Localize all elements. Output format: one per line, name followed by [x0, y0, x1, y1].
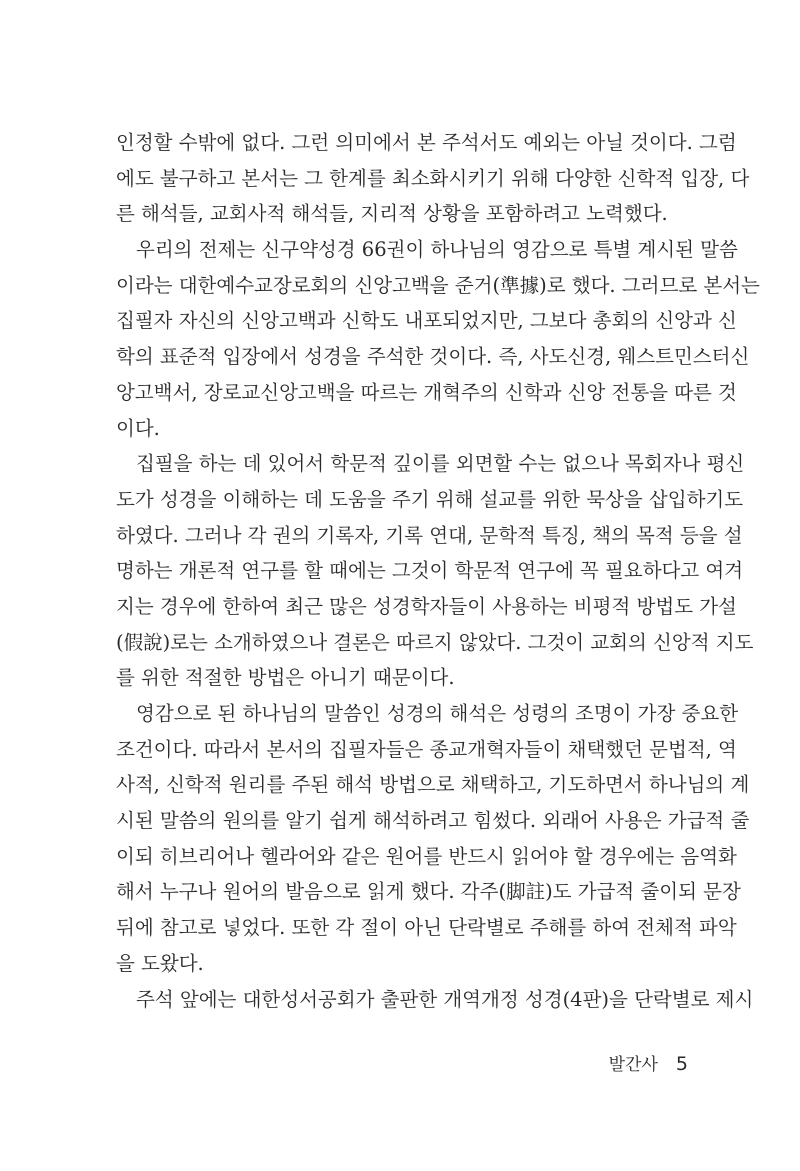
- text-line: 이다.: [116, 416, 160, 440]
- text-line: 이라는 대한예수교장로회의 신앙고백을 준거(準據)로 했다. 그러므로 본서는: [116, 273, 760, 297]
- text-line: 조건이다. 따라서 본서의 집필자들은 종교개혁자들이 채택했던 문법적, 역: [116, 737, 737, 761]
- text-line: 집필을 하는 데 있어서 학문적 깊이를 외면할 수는 없으나 목회자나 평신: [136, 452, 745, 476]
- text-line: 앙고백서, 장로교신앙고백을 따르는 개혁주의 신학과 신앙 전통을 따른 것: [116, 380, 737, 404]
- text-line: 명하는 개론적 연구를 할 때에는 그것이 학문적 연구에 꼭 필요하다고 여겨: [116, 559, 744, 583]
- text-line: 에도 불구하고 본서는 그 한계를 최소화시키기 위해 다양한 신학적 입장, 다: [116, 166, 750, 190]
- text-line: 하였다. 그러나 각 권의 기록자, 기록 연대, 문학적 특징, 책의 목적 등을 설: [116, 523, 743, 547]
- text-line: 시된 말씀의 원의를 알기 쉽게 해석하려고 힘썼다. 외래어 사용은 가급적 줄: [116, 809, 750, 833]
- text-line: 도가 성경을 이해하는 데 도움을 주기 위해 설교를 위한 묵상을 삽입하기도: [116, 487, 744, 511]
- page-number: 5: [675, 1053, 688, 1075]
- page-footer: [609, 1050, 688, 1075]
- text-line: 해서 누구나 원어의 발음으로 읽게 했다. 각주(脚註)도 가급적 줄이되 문장: [116, 880, 741, 904]
- text-line: 을 도왔다.: [116, 951, 204, 975]
- text-line: 를 위한 적절한 방법은 아니기 때문이다.: [116, 666, 455, 690]
- text-line: 뒤에 참고로 넣었다. 또한 각 절이 아닌 단락별로 주해를 하여 전체적 파악: [116, 916, 737, 940]
- text-line: 주석 앞에는 대한성서공회가 출판한 개역개정 성경(4판)을 단락별로 제시: [136, 987, 754, 1011]
- text-line: 른 해석들, 교회사적 해석들, 지리적 상황을 포함하려고 노력했다.: [116, 202, 668, 226]
- text-line: 우리의 전제는 신구약성경 66권이 하나님의 영감으로 특별 계시된 말씀: [136, 238, 738, 262]
- running-footer-title: 발간사: [608, 1055, 658, 1075]
- text-line: 인정할 수밖에 없다. 그런 의미에서 본 주석서도 예외는 아닐 것이다. 그럼: [116, 131, 737, 154]
- text-line: 지는 경우에 한하여 최근 많은 성경학자들이 사용하는 비평적 방법도 가설: [116, 594, 737, 618]
- text-line: 영감으로 된 하나님의 말씀인 성경의 해석은 성령의 조명이 가장 중요한: [136, 702, 739, 725]
- text-line: 이되 히브리어나 헬라어와 같은 원어를 반드시 읽어야 할 경우에는 음역화: [116, 844, 737, 868]
- body-text: [116, 125, 760, 1017]
- text-line: 학의 표준적 입장에서 성경을 주석한 것이다. 즉, 사도신경, 웨스트민스터신: [116, 345, 750, 369]
- text-line: 사적, 신학적 원리를 주된 해석 방법으로 채택하고, 기도하면서 하나님의 계: [116, 773, 750, 797]
- text-line: (假說)로는 소개하였으나 결론은 따르지 않았다. 그것이 교회의 신앙적 지도: [116, 630, 754, 654]
- text-line: 집필자 자신의 신앙고백과 신학도 내포되었지만, 그보다 총회의 신앙과 신: [116, 309, 737, 333]
